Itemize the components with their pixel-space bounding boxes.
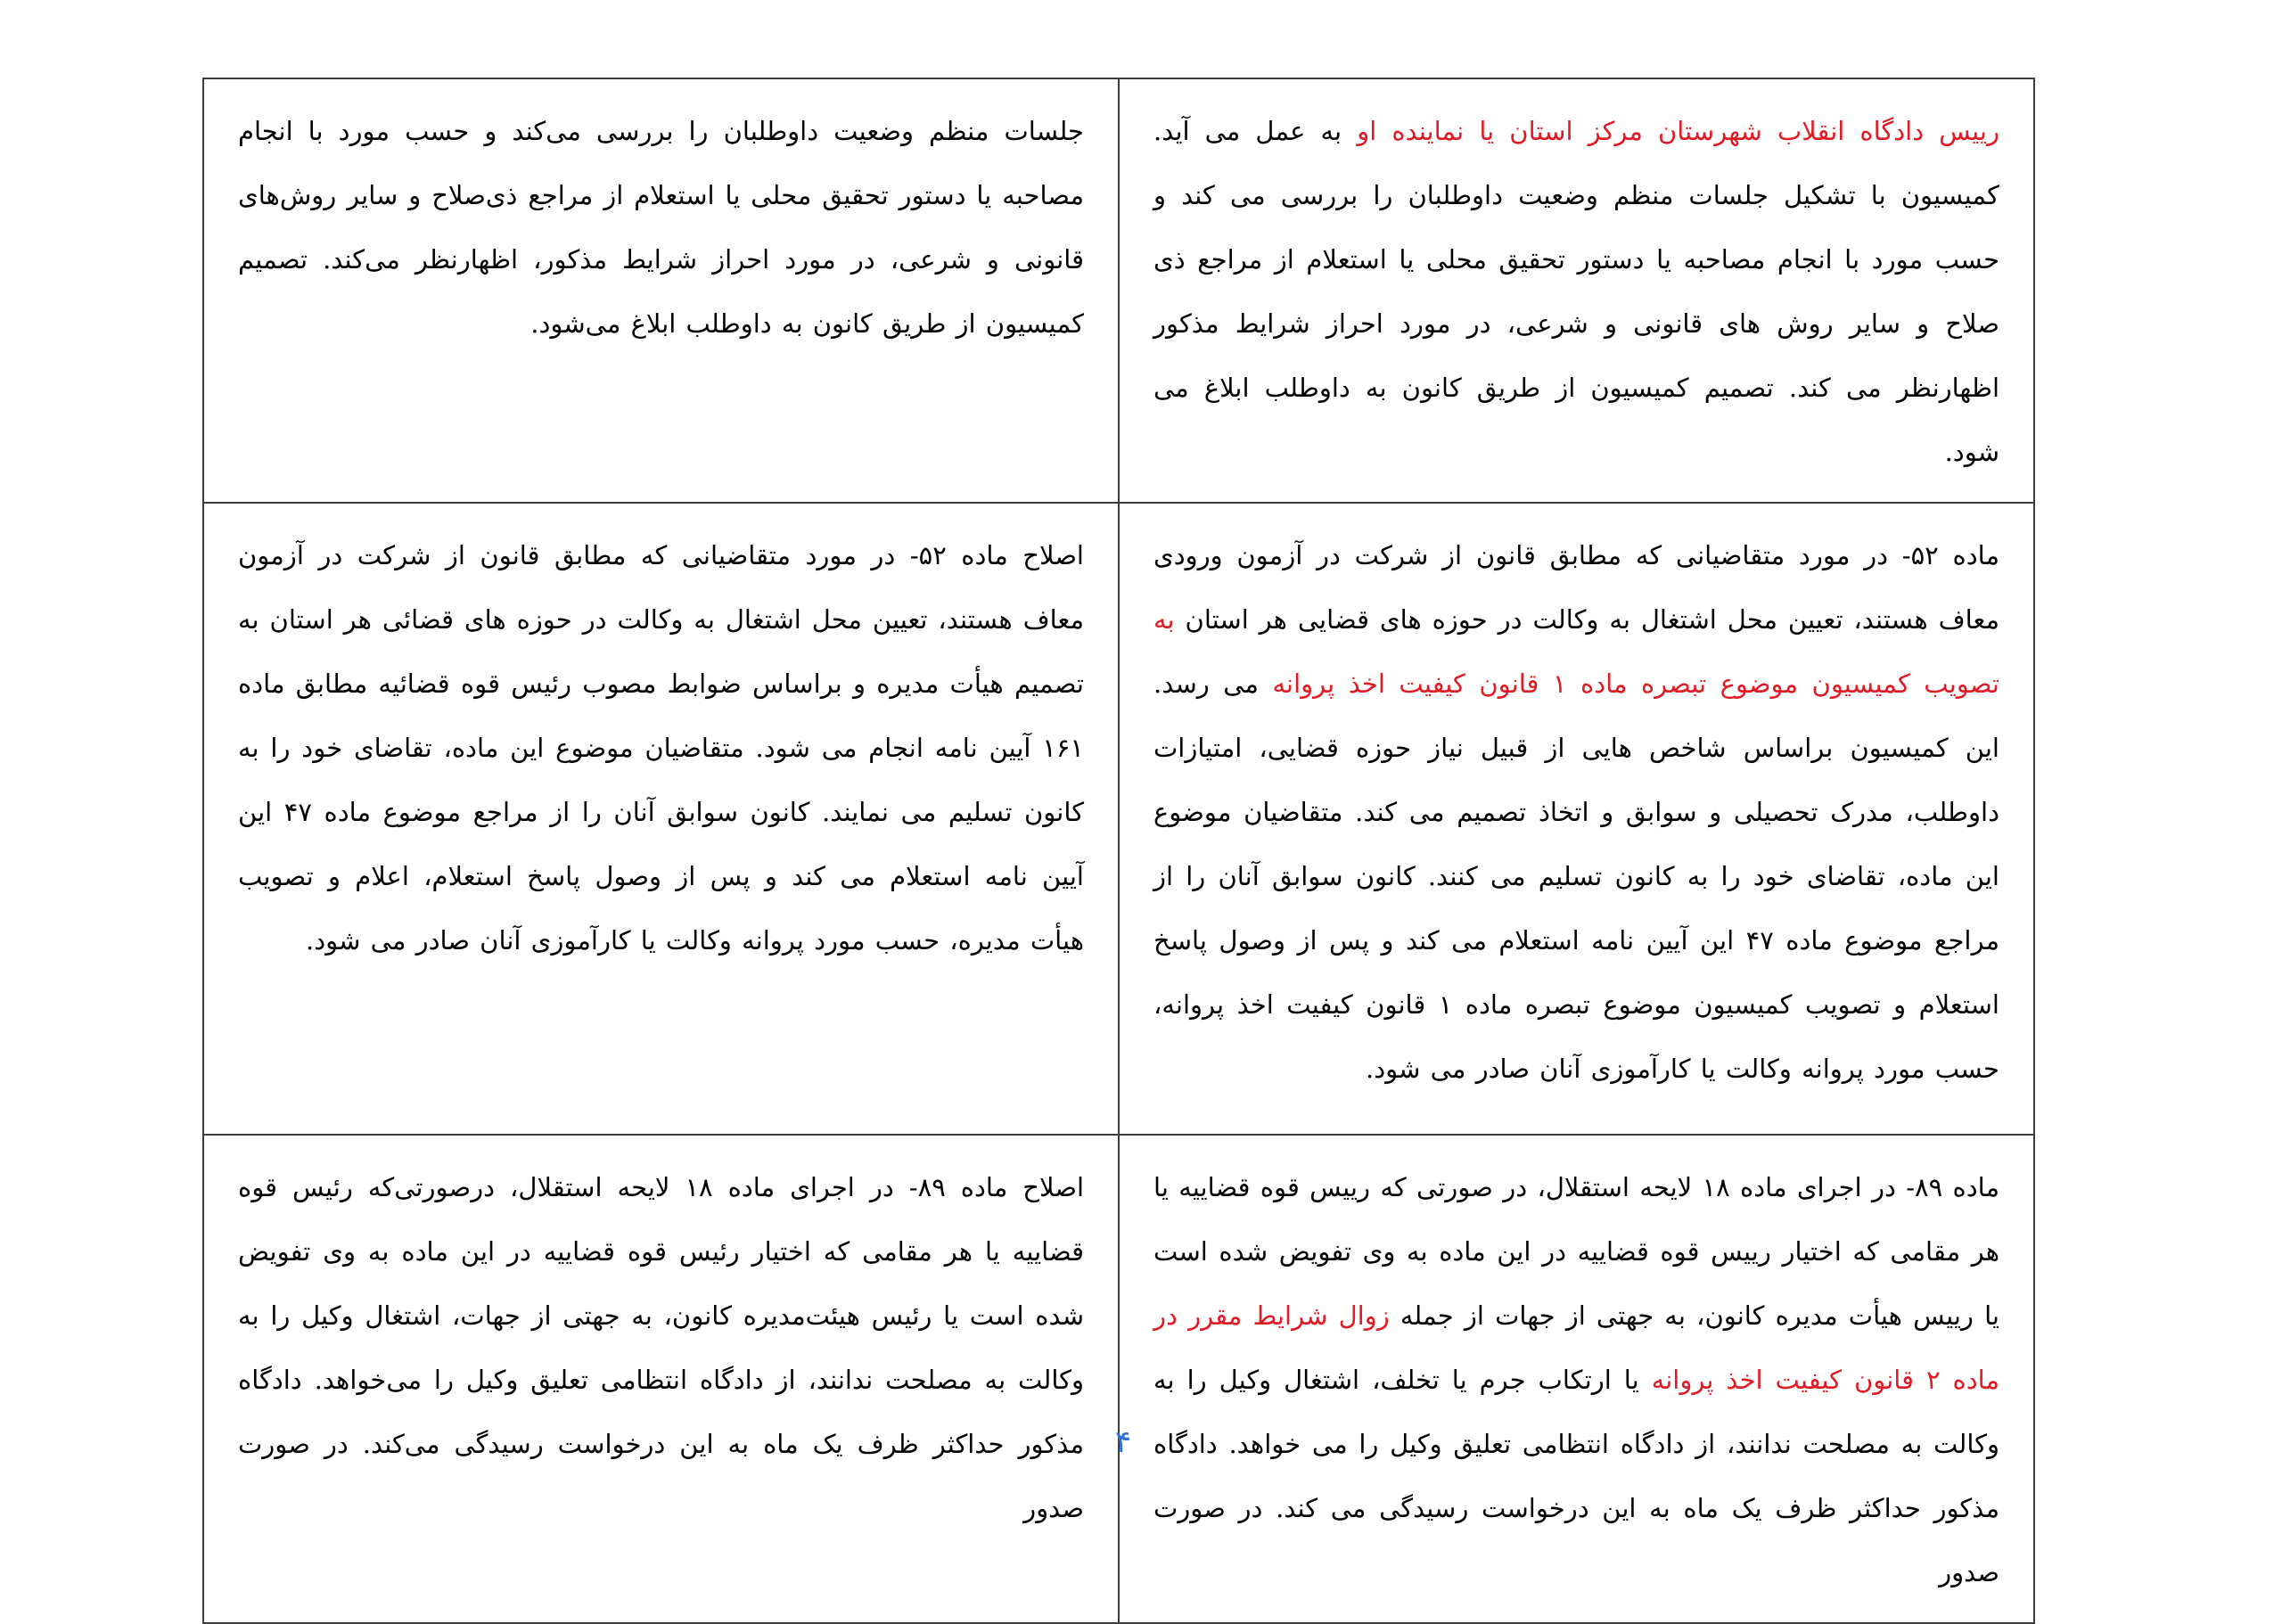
amended-text-cell [203,1135,1119,1623]
amended-text-cell [203,503,1119,1135]
highlighted-text: رییس دادگاه انقلاب شهرستان مرکز استان یا نماینده او [1357,116,1999,146]
cell-text: اصلاح ماده ۸۹- در اجرای ماده ۱۸ لایحه استقلال، درصورتی‌که رئیس قوه قضاییه یا هر مقامی که اختیار رئیس قوه قضاییه در این ماده به وی تفویض شده است یا رئیس هیئت‌مدیره کانون، به جهتی از جهات، اشتغال وکیل را به وکالت به مصلحت ندانند، از دادگاه انتظامی تعلیق وکیل را می‌خواهد. دادگاه مذکور حداکثر ظرف یک ماه به این درخواست رسیدگی می‌کند. در صورت صدور [238,1172,1084,1523]
original-text-cell [1119,78,2034,503]
cell-text: می رسد. این کمیسیون براساس شاخص هایی از قبیل نیاز حوزه قضایی، امتیازات داوطلب، مدرک تحصیلی و سوابق و اتخاذ تصمیم می کند. متقاضیان موضوع این ماده، تقاضای خود را به کانون تسلیم می کنند. کانون سوابق آنان را از مراجع موضوع ماده ۴۷ این آیین نامه استعلام می کند و پس از وصول پاسخ استعلام و تصویب کمیسیون موضوع تبصره ماده ۱ قانون کیفیت اخذ پروانه، حسب مورد پروانه وکالت یا کارآموزی آنان صادر می شود. [1153,668,1999,1084]
cell-text: ماده ۸۹- در اجرای ماده ۱۸ لایحه استقلال، در صورتی که رییس قوه قضاییه یا هر مقامی که اختیار رییس قوه قضاییه در این ماده به وی تفویض شده است یا رییس هیأت مدیره کانون، به جهتی از جهات از جمله [1153,1172,1999,1331]
original-text-cell [1119,1135,2034,1623]
cell-text: یا ارتکاب جرم یا تخلف، اشتغال وکیل را به وکالت به مصلحت ندانند، از دادگاه انتظامی تعلیق وکیل را می خواهد. دادگاه مذکور حداکثر ظرف یک ماه به این درخواست رسیدگی می کند. در صورت صدور [1153,1365,1999,1587]
cell-text: به عمل می آید. کمیسیون با تشکیل جلسات منظم وضعیت داوطلبان را بررسی می کند و حسب مورد با انجام مصاحبه یا دستور تحقیق محلی یا استعلام از مراجع ذی صلاح و سایر روش های قانونی و شرعی، در مورد احراز شرایط مذکور اظهارنظر می کند. تصمیم کمیسیون از طریق کانون به داوطلب ابلاغ می شود. [1153,116,1999,467]
table-row [203,503,2034,1135]
comparison-table [202,78,2035,1624]
amended-text-cell [203,78,1119,503]
cell-text: جلسات منظم وضعیت داوطلبان را بررسی می‌کند و حسب مورد با انجام مصاحبه یا دستور تحقیق محلی یا استعلام از مراجع ذی‌صلاح و سایر روش‌های قانونی و شرعی، در مورد احراز شرایط مذکور، اظهارنظر می‌کند. تصمیم کمیسیون از طریق کانون به داوطلب ابلاغ می‌شود. [238,116,1084,339]
table-row [203,1135,2034,1623]
cell-text: اصلاح ماده ۵۲- در مورد متقاضیانی که مطابق قانون از شرکت در آزمون معاف هستند، تعیین محل اشتغال به وکالت در حوزه های قضائی هر استان به تصمیم هیأت مدیره و براساس ضوابط مصوب رئیس قوه قضائیه مطابق ماده ۱۶۱ آیین نامه انجام می شود. متقاضیان موضوع این ماده، تقاضای خود را به کانون تسلیم می نمایند. کانون سوابق آنان را از مراجع موضوع ماده ۴۷ این آیین نامه استعلام می کند و پس از وصول پاسخ استعلام، اعلام و تصویب هیأت مدیره، حسب مورد پروانه وکالت یا کارآموزی آنان صادر می شود. [238,540,1084,956]
highlighted-text: زوال شرایط مقرر در ماده ۲ قانون کیفیت اخذ پروانه [1153,1300,1999,1395]
page-number: ۴ [1114,1424,1132,1460]
table-row [203,78,2034,503]
original-text-cell [1119,503,2034,1135]
highlighted-text: به تصویب کمیسیون موضوع تبصره ماده ۱ قانون کیفیت اخذ پروانه [1153,604,1999,699]
cell-text: ماده ۵۲- در مورد متقاضیانی که مطابق قانون از شرکت در آزمون ورودی معاف هستند، تعیین محل اشتغال به وکالت در حوزه های قضایی هر استان [1153,540,1999,635]
